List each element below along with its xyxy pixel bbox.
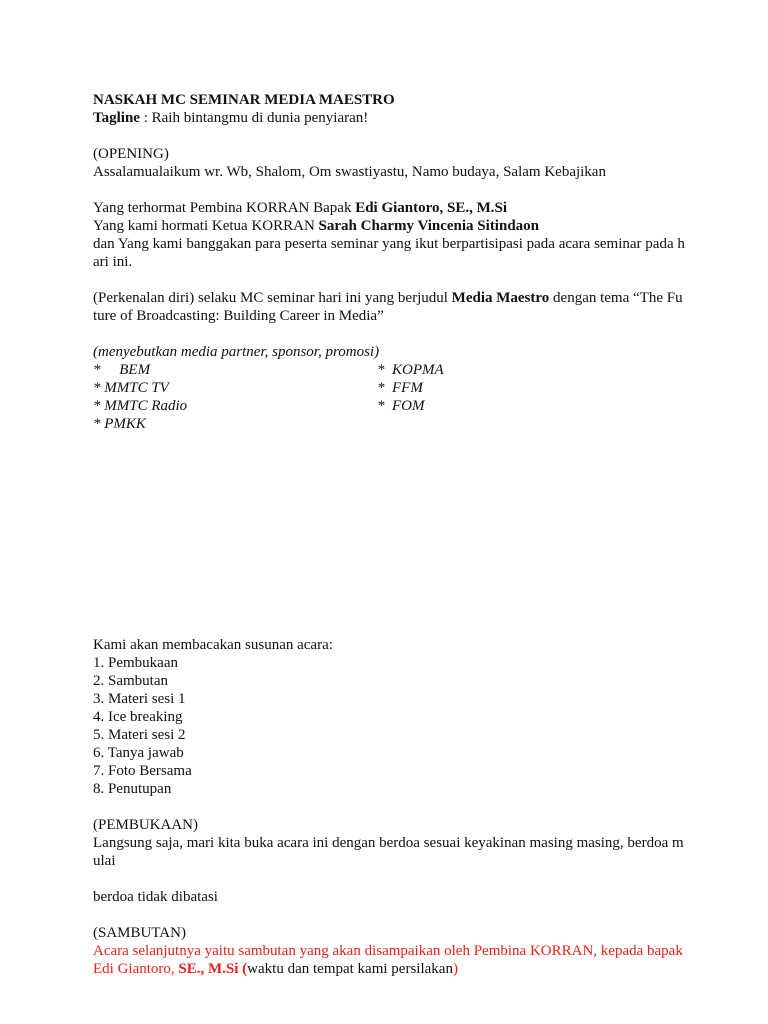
respect-1-text: Yang terhormat Pembina KORRAN Bapak xyxy=(93,200,356,216)
agenda-item: 2. Sambutan xyxy=(93,673,168,689)
partners-note: (menyebutkan media partner, sponsor, promosi) xyxy=(93,344,380,360)
partner-item: * FFM xyxy=(377,380,423,396)
agenda-item: 5. Materi sesi 2 xyxy=(93,727,186,743)
document-page xyxy=(93,91,685,977)
partner-item: * PMKK xyxy=(93,416,146,432)
agenda-item: 6. Tanya jawab xyxy=(93,745,184,761)
respect-line-2 xyxy=(93,217,685,235)
tagline-line xyxy=(93,109,685,127)
sambutan-paren-open: ( xyxy=(238,961,248,977)
pembukaan-heading: (PEMBUKAAN) xyxy=(93,817,198,833)
intro-theme: dengan tema “The Future of Broadcasting: Building Career in Media” xyxy=(93,290,683,324)
participants-text: dan Yang kami banggakan para peserta seminar yang ikut berpartisipasi pada acara seminar pada hari ini. xyxy=(93,236,685,270)
sambutan-paren-close: ) xyxy=(452,961,458,977)
partner-item: * MMTC TV xyxy=(93,380,169,396)
berdoa-note: berdoa tidak dibatasi xyxy=(93,889,218,905)
partner-item: * MMTC Radio xyxy=(93,398,188,414)
respect-line-1 xyxy=(93,199,685,217)
agenda-item: 1. Pembukaan xyxy=(93,655,178,671)
respect-2-text: Yang kami hormati Ketua KORRAN xyxy=(93,218,319,234)
agenda-item: 4. Ice breaking xyxy=(93,709,183,725)
agenda-intro: Kami akan membacakan susunan acara: xyxy=(93,637,333,653)
partner-item: * BEM xyxy=(93,362,151,378)
agenda-item: 7. Foto Bersama xyxy=(93,763,192,779)
partner-item: * FOM xyxy=(377,398,425,414)
tagline-label: Tagline xyxy=(93,110,140,126)
respect-2-name: Sarah Charmy Vincenia Sitindaon xyxy=(318,218,540,234)
greeting-text: Assalamualaikum wr. Wb, Shalom, Om swastiyastu, Namo budaya, Salam Kebajikan xyxy=(93,164,606,180)
tagline-text: : Raih bintangmu di dunia penyiaran! xyxy=(139,110,369,126)
sambutan-heading: (SAMBUTAN) xyxy=(93,925,186,941)
agenda-section xyxy=(93,636,685,978)
intro-paragraph xyxy=(93,289,685,325)
partners-list xyxy=(93,361,685,433)
pembukaan-text: Langsung saja, mari kita buka acara ini dengan berdoa sesuai keyakinan masing masing, berdoa mulai xyxy=(93,835,684,869)
partner-item: * KOPMA xyxy=(377,362,444,378)
sambutan-text: Acara selanjutnya yaitu sambutan yang akan disampaikan oleh Pembina KORRAN, kepada bapak Edi Giantoro, xyxy=(93,943,683,977)
agenda-item: 3. Materi sesi 1 xyxy=(93,691,186,707)
document-title: NASKAH MC SEMINAR MEDIA MAESTRO xyxy=(93,92,395,108)
sambutan-instruction: waktu dan tempat kami persilakan xyxy=(247,961,453,977)
respect-1-name: Edi Giantoro, SE., M.Si xyxy=(355,200,508,216)
agenda-item: 8. Penutupan xyxy=(93,781,172,797)
sambutan-paragraph xyxy=(93,942,685,978)
intro-event-name: Media Maestro xyxy=(451,290,550,306)
sambutan-title: SE., M.Si xyxy=(178,961,239,977)
opening-heading: (OPENING) xyxy=(93,146,169,162)
intro-text: (Perkenalan diri) selaku MC seminar hari ini yang berjudul xyxy=(93,290,452,306)
